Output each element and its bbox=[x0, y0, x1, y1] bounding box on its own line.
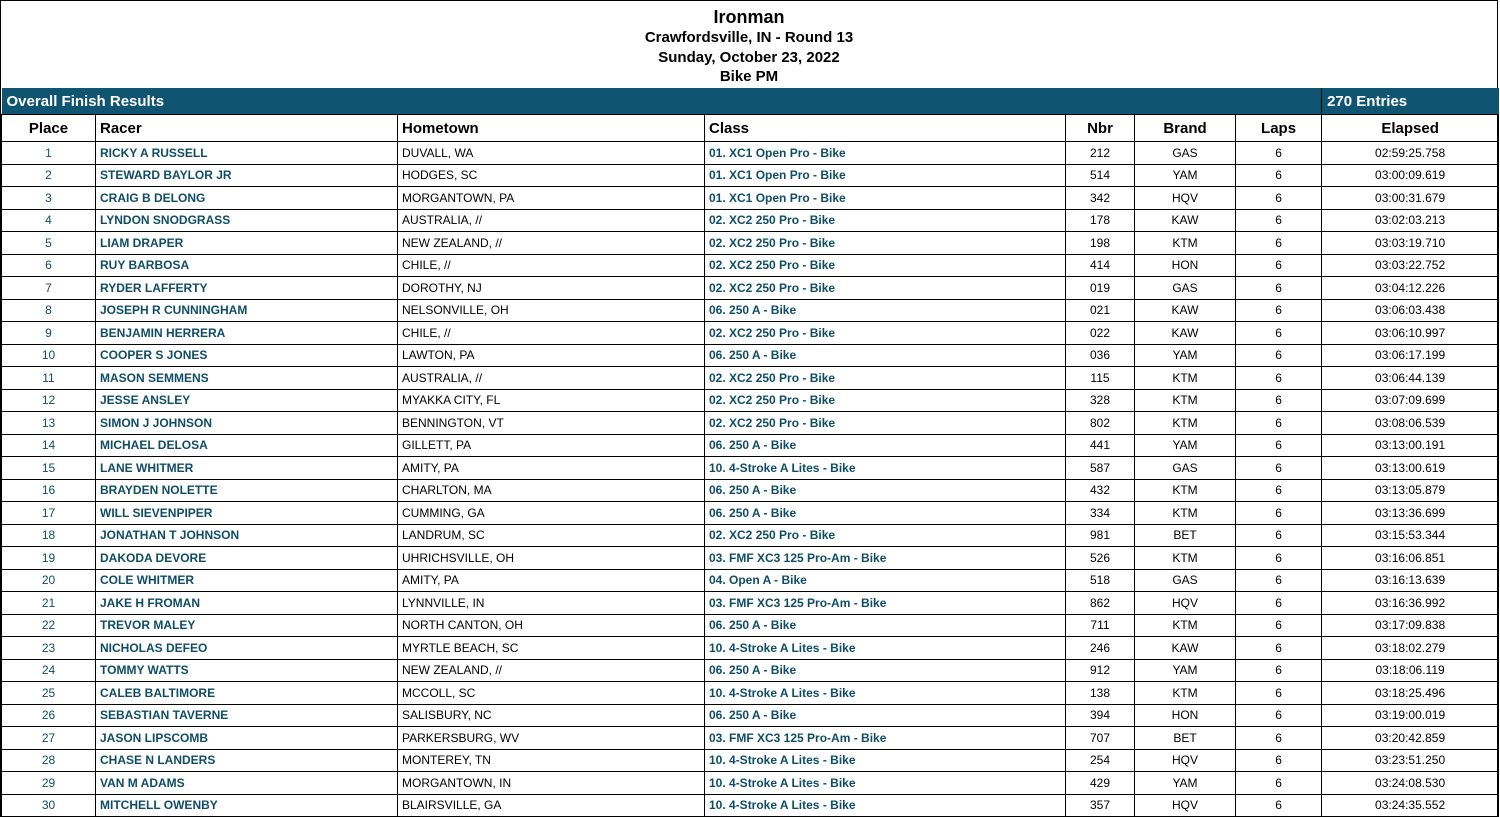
hometown-cell: CHARLTON, MA bbox=[398, 479, 705, 502]
class-link[interactable]: 02. XC2 250 Pro - Bike bbox=[705, 277, 1066, 300]
number-cell: 514 bbox=[1066, 164, 1135, 187]
racer-name-link[interactable]: JOSEPH R CUNNINGHAM bbox=[96, 299, 398, 322]
elapsed-cell: 03:00:31.679 bbox=[1322, 187, 1499, 210]
number-cell: 036 bbox=[1066, 344, 1135, 367]
hometown-cell: CUMMING, GA bbox=[398, 502, 705, 525]
hometown-cell: CHILE, // bbox=[398, 322, 705, 345]
number-cell: 254 bbox=[1066, 749, 1135, 772]
brand-cell: HON bbox=[1135, 704, 1236, 727]
number-cell: 342 bbox=[1066, 187, 1135, 210]
place-cell: 27 bbox=[2, 727, 96, 750]
hometown-cell: NEW ZEALAND, // bbox=[398, 232, 705, 255]
racer-name-link[interactable]: MITCHELL OWENBY bbox=[96, 794, 398, 817]
laps-cell: 6 bbox=[1236, 682, 1322, 705]
brand-cell: KAW bbox=[1135, 209, 1236, 232]
table-row bbox=[2, 524, 1499, 547]
brand-cell: KTM bbox=[1135, 614, 1236, 637]
class-link[interactable]: 06. 250 A - Bike bbox=[705, 299, 1066, 322]
racer-name-link[interactable]: TREVOR MALEY bbox=[96, 614, 398, 637]
column-header-place: Place bbox=[2, 115, 96, 142]
elapsed-cell: 03:23:51.250 bbox=[1322, 749, 1499, 772]
number-cell: 394 bbox=[1066, 704, 1135, 727]
elapsed-cell: 03:18:02.279 bbox=[1322, 637, 1499, 660]
place-cell: 3 bbox=[2, 187, 96, 210]
place-cell: 18 bbox=[2, 524, 96, 547]
number-cell: 414 bbox=[1066, 254, 1135, 277]
number-cell: 518 bbox=[1066, 569, 1135, 592]
racer-name-link[interactable]: COLE WHITMER bbox=[96, 569, 398, 592]
laps-cell: 6 bbox=[1236, 794, 1322, 817]
class-link[interactable]: 02. XC2 250 Pro - Bike bbox=[705, 209, 1066, 232]
class-link[interactable]: 02. XC2 250 Pro - Bike bbox=[705, 412, 1066, 435]
hometown-cell: MYRTLE BEACH, SC bbox=[398, 637, 705, 660]
class-link[interactable]: 03. FMF XC3 125 Pro-Am - Bike bbox=[705, 727, 1066, 750]
hometown-cell: HODGES, SC bbox=[398, 164, 705, 187]
brand-cell: KAW bbox=[1135, 637, 1236, 660]
elapsed-cell: 03:13:00.619 bbox=[1322, 457, 1499, 480]
number-cell: 334 bbox=[1066, 502, 1135, 525]
elapsed-cell: 03:02:03.213 bbox=[1322, 209, 1499, 232]
hometown-cell: MCCOLL, SC bbox=[398, 682, 705, 705]
class-link[interactable]: 06. 250 A - Bike bbox=[705, 502, 1066, 525]
number-cell: 198 bbox=[1066, 232, 1135, 255]
column-header-row bbox=[2, 115, 1499, 142]
table-row bbox=[2, 142, 1499, 165]
elapsed-cell: 03:06:03.438 bbox=[1322, 299, 1499, 322]
number-cell: 802 bbox=[1066, 412, 1135, 435]
number-cell: 138 bbox=[1066, 682, 1135, 705]
elapsed-cell: 03:17:09.838 bbox=[1322, 614, 1499, 637]
brand-cell: GAS bbox=[1135, 569, 1236, 592]
table-row bbox=[2, 637, 1499, 660]
racer-name-link[interactable]: CRAIG B DELONG bbox=[96, 187, 398, 210]
racer-name-link[interactable]: MASON SEMMENS bbox=[96, 367, 398, 390]
brand-cell: HQV bbox=[1135, 749, 1236, 772]
elapsed-cell: 03:07:09.699 bbox=[1322, 389, 1499, 412]
class-link[interactable]: 06. 250 A - Bike bbox=[705, 614, 1066, 637]
laps-cell: 6 bbox=[1236, 772, 1322, 795]
number-cell: 115 bbox=[1066, 367, 1135, 390]
results-body bbox=[2, 142, 1499, 817]
laps-cell: 6 bbox=[1236, 367, 1322, 390]
racer-name-link[interactable]: NICHOLAS DEFEO bbox=[96, 637, 398, 660]
place-cell: 5 bbox=[2, 232, 96, 255]
elapsed-cell: 03:24:08.530 bbox=[1322, 772, 1499, 795]
elapsed-cell: 03:13:00.191 bbox=[1322, 434, 1499, 457]
hometown-cell: MONTEREY, TN bbox=[398, 749, 705, 772]
hometown-cell: BENNINGTON, VT bbox=[398, 412, 705, 435]
class-link[interactable]: 03. FMF XC3 125 Pro-Am - Bike bbox=[705, 592, 1066, 615]
column-header-brand: Brand bbox=[1135, 115, 1236, 142]
laps-cell: 6 bbox=[1236, 277, 1322, 300]
hometown-cell: GILLETT, PA bbox=[398, 434, 705, 457]
place-cell: 13 bbox=[2, 412, 96, 435]
brand-cell: KTM bbox=[1135, 502, 1236, 525]
number-cell: 178 bbox=[1066, 209, 1135, 232]
class-link[interactable]: 01. XC1 Open Pro - Bike bbox=[705, 164, 1066, 187]
place-cell: 24 bbox=[2, 659, 96, 682]
place-cell: 10 bbox=[2, 344, 96, 367]
table-row bbox=[2, 389, 1499, 412]
number-cell: 912 bbox=[1066, 659, 1135, 682]
brand-cell: KTM bbox=[1135, 479, 1236, 502]
racer-name-link[interactable]: BENJAMIN HERRERA bbox=[96, 322, 398, 345]
number-cell: 328 bbox=[1066, 389, 1135, 412]
class-link[interactable]: 01. XC1 Open Pro - Bike bbox=[705, 142, 1066, 165]
brand-cell: GAS bbox=[1135, 457, 1236, 480]
table-row bbox=[2, 434, 1499, 457]
laps-cell: 6 bbox=[1236, 569, 1322, 592]
hometown-cell: AMITY, PA bbox=[398, 457, 705, 480]
racer-name-link[interactable]: CHASE N LANDERS bbox=[96, 749, 398, 772]
table-row bbox=[2, 254, 1499, 277]
table-row bbox=[2, 412, 1499, 435]
hometown-cell: MORGANTOWN, IN bbox=[398, 772, 705, 795]
elapsed-cell: 03:00:09.619 bbox=[1322, 164, 1499, 187]
entries-count: 270 Entries bbox=[1322, 88, 1499, 115]
place-cell: 2 bbox=[2, 164, 96, 187]
table-row bbox=[2, 367, 1499, 390]
place-cell: 15 bbox=[2, 457, 96, 480]
table-row bbox=[2, 164, 1499, 187]
number-cell: 711 bbox=[1066, 614, 1135, 637]
place-cell: 6 bbox=[2, 254, 96, 277]
number-cell: 019 bbox=[1066, 277, 1135, 300]
class-link[interactable]: 03. FMF XC3 125 Pro-Am - Bike bbox=[705, 547, 1066, 570]
racer-name-link[interactable]: LIAM DRAPER bbox=[96, 232, 398, 255]
class-link[interactable]: 02. XC2 250 Pro - Bike bbox=[705, 254, 1066, 277]
number-cell: 981 bbox=[1066, 524, 1135, 547]
class-link[interactable]: 06. 250 A - Bike bbox=[705, 704, 1066, 727]
racer-name-link[interactable]: DAKODA DEVORE bbox=[96, 547, 398, 570]
elapsed-cell: 03:19:00.019 bbox=[1322, 704, 1499, 727]
column-header-elapsed: Elapsed bbox=[1322, 115, 1499, 142]
place-cell: 12 bbox=[2, 389, 96, 412]
hometown-cell: LAWTON, PA bbox=[398, 344, 705, 367]
class-link[interactable]: 10. 4-Stroke A Lites - Bike bbox=[705, 457, 1066, 480]
place-cell: 29 bbox=[2, 772, 96, 795]
brand-cell: KAW bbox=[1135, 299, 1236, 322]
brand-cell: KTM bbox=[1135, 232, 1236, 255]
elapsed-cell: 03:18:25.496 bbox=[1322, 682, 1499, 705]
hometown-cell: LANDRUM, SC bbox=[398, 524, 705, 547]
place-cell: 4 bbox=[2, 209, 96, 232]
number-cell: 441 bbox=[1066, 434, 1135, 457]
racer-name-link[interactable]: STEWARD BAYLOR JR bbox=[96, 164, 398, 187]
class-link[interactable]: 10. 4-Stroke A Lites - Bike bbox=[705, 772, 1066, 795]
class-link[interactable]: 06. 250 A - Bike bbox=[705, 344, 1066, 367]
number-cell: 021 bbox=[1066, 299, 1135, 322]
table-row bbox=[2, 569, 1499, 592]
elapsed-cell: 03:15:53.344 bbox=[1322, 524, 1499, 547]
class-link[interactable]: 06. 250 A - Bike bbox=[705, 434, 1066, 457]
class-link[interactable]: 02. XC2 250 Pro - Bike bbox=[705, 389, 1066, 412]
hometown-cell: PARKERSBURG, WV bbox=[398, 727, 705, 750]
elapsed-cell: 03:04:12.226 bbox=[1322, 277, 1499, 300]
number-cell: 429 bbox=[1066, 772, 1135, 795]
table-row bbox=[2, 277, 1499, 300]
laps-cell: 6 bbox=[1236, 322, 1322, 345]
table-row bbox=[2, 794, 1499, 817]
laps-cell: 6 bbox=[1236, 187, 1322, 210]
racer-name-link[interactable]: CALEB BALTIMORE bbox=[96, 682, 398, 705]
elapsed-cell: 03:06:44.139 bbox=[1322, 367, 1499, 390]
elapsed-cell: 03:06:17.199 bbox=[1322, 344, 1499, 367]
table-row bbox=[2, 322, 1499, 345]
laps-cell: 6 bbox=[1236, 232, 1322, 255]
number-cell: 246 bbox=[1066, 637, 1135, 660]
brand-cell: HQV bbox=[1135, 794, 1236, 817]
laps-cell: 6 bbox=[1236, 344, 1322, 367]
number-cell: 862 bbox=[1066, 592, 1135, 615]
place-cell: 16 bbox=[2, 479, 96, 502]
place-cell: 8 bbox=[2, 299, 96, 322]
hometown-cell: SALISBURY, NC bbox=[398, 704, 705, 727]
laps-cell: 6 bbox=[1236, 727, 1322, 750]
number-cell: 432 bbox=[1066, 479, 1135, 502]
place-cell: 11 bbox=[2, 367, 96, 390]
brand-cell: YAM bbox=[1135, 434, 1236, 457]
laps-cell: 6 bbox=[1236, 547, 1322, 570]
elapsed-cell: 03:16:13.639 bbox=[1322, 569, 1499, 592]
hometown-cell: AUSTRALIA, // bbox=[398, 209, 705, 232]
hometown-cell: LYNNVILLE, IN bbox=[398, 592, 705, 615]
table-row bbox=[2, 232, 1499, 255]
place-cell: 30 bbox=[2, 794, 96, 817]
table-row bbox=[2, 659, 1499, 682]
racer-name-link[interactable]: MICHAEL DELOSA bbox=[96, 434, 398, 457]
column-header-nbr: Nbr bbox=[1066, 115, 1135, 142]
class-link[interactable]: 02. XC2 250 Pro - Bike bbox=[705, 232, 1066, 255]
table-row bbox=[2, 344, 1499, 367]
hometown-cell: AUSTRALIA, // bbox=[398, 367, 705, 390]
laps-cell: 6 bbox=[1236, 592, 1322, 615]
hometown-cell: AMITY, PA bbox=[398, 569, 705, 592]
racer-name-link[interactable]: LANE WHITMER bbox=[96, 457, 398, 480]
place-cell: 25 bbox=[2, 682, 96, 705]
hometown-cell: DUVALL, WA bbox=[398, 142, 705, 165]
table-row bbox=[2, 682, 1499, 705]
racer-name-link[interactable]: RYDER LAFFERTY bbox=[96, 277, 398, 300]
laps-cell: 6 bbox=[1236, 749, 1322, 772]
brand-cell: KTM bbox=[1135, 682, 1236, 705]
place-cell: 14 bbox=[2, 434, 96, 457]
place-cell: 28 bbox=[2, 749, 96, 772]
results-table bbox=[1, 88, 1499, 817]
place-cell: 7 bbox=[2, 277, 96, 300]
racer-name-link[interactable]: SIMON J JOHNSON bbox=[96, 412, 398, 435]
elapsed-cell: 03:18:06.119 bbox=[1322, 659, 1499, 682]
racer-name-link[interactable]: TOMMY WATTS bbox=[96, 659, 398, 682]
hometown-cell: NEW ZEALAND, // bbox=[398, 659, 705, 682]
laps-cell: 6 bbox=[1236, 524, 1322, 547]
racer-name-link[interactable]: JAKE H FROMAN bbox=[96, 592, 398, 615]
event-location: Crawfordsville, IN - Round 13 bbox=[644, 29, 854, 46]
table-row bbox=[2, 547, 1499, 570]
brand-cell: YAM bbox=[1135, 164, 1236, 187]
table-row bbox=[2, 614, 1499, 637]
racer-name-link[interactable]: JONATHAN T JOHNSON bbox=[96, 524, 398, 547]
hometown-cell: UHRICHSVILLE, OH bbox=[398, 547, 705, 570]
laps-cell: 6 bbox=[1236, 659, 1322, 682]
brand-cell: KTM bbox=[1135, 547, 1236, 570]
racer-name-link[interactable]: COOPER S JONES bbox=[96, 344, 398, 367]
brand-cell: HQV bbox=[1135, 187, 1236, 210]
elapsed-cell: 03:16:06.851 bbox=[1322, 547, 1499, 570]
brand-cell: BET bbox=[1135, 727, 1236, 750]
elapsed-cell: 03:03:19.710 bbox=[1322, 232, 1499, 255]
place-cell: 9 bbox=[2, 322, 96, 345]
class-link[interactable]: 01. XC1 Open Pro - Bike bbox=[705, 187, 1066, 210]
class-link[interactable]: 02. XC2 250 Pro - Bike bbox=[705, 322, 1066, 345]
elapsed-cell: 03:16:36.992 bbox=[1322, 592, 1499, 615]
class-link[interactable]: 02. XC2 250 Pro - Bike bbox=[705, 524, 1066, 547]
brand-cell: KAW bbox=[1135, 322, 1236, 345]
laps-cell: 6 bbox=[1236, 164, 1322, 187]
place-cell: 1 bbox=[2, 142, 96, 165]
table-row bbox=[2, 479, 1499, 502]
table-row bbox=[2, 209, 1499, 232]
column-header-laps: Laps bbox=[1236, 115, 1322, 142]
racer-name-link[interactable]: BRAYDEN NOLETTE bbox=[96, 479, 398, 502]
hometown-cell: NORTH CANTON, OH bbox=[398, 614, 705, 637]
elapsed-cell: 02:59:25.758 bbox=[1322, 142, 1499, 165]
laps-cell: 6 bbox=[1236, 254, 1322, 277]
brand-cell: KTM bbox=[1135, 412, 1236, 435]
brand-cell: GAS bbox=[1135, 277, 1236, 300]
racer-name-link[interactable]: LYNDON SNODGRASS bbox=[96, 209, 398, 232]
table-row bbox=[2, 592, 1499, 615]
class-link[interactable]: 10. 4-Stroke A Lites - Bike bbox=[705, 637, 1066, 660]
racer-name-link[interactable]: JASON LIPSCOMB bbox=[96, 727, 398, 750]
laps-cell: 6 bbox=[1236, 389, 1322, 412]
event-title: Ironman bbox=[713, 7, 785, 27]
brand-cell: GAS bbox=[1135, 142, 1236, 165]
class-link[interactable]: 10. 4-Stroke A Lites - Bike bbox=[705, 749, 1066, 772]
number-cell: 357 bbox=[1066, 794, 1135, 817]
hometown-cell: BLAIRSVILLE, GA bbox=[398, 794, 705, 817]
column-header-class: Class bbox=[705, 115, 1066, 142]
brand-cell: BET bbox=[1135, 524, 1236, 547]
hometown-cell: CHILE, // bbox=[398, 254, 705, 277]
racer-name-link[interactable]: WILL SIEVENPIPER bbox=[96, 502, 398, 525]
laps-cell: 6 bbox=[1236, 637, 1322, 660]
table-row bbox=[2, 749, 1499, 772]
elapsed-cell: 03:06:10.997 bbox=[1322, 322, 1499, 345]
hometown-cell: NELSONVILLE, OH bbox=[398, 299, 705, 322]
class-link[interactable]: 10. 4-Stroke A Lites - Bike bbox=[705, 794, 1066, 817]
brand-cell: HON bbox=[1135, 254, 1236, 277]
number-cell: 212 bbox=[1066, 142, 1135, 165]
laps-cell: 6 bbox=[1236, 479, 1322, 502]
event-header bbox=[1, 1, 1497, 88]
laps-cell: 6 bbox=[1236, 299, 1322, 322]
number-cell: 022 bbox=[1066, 322, 1135, 345]
place-cell: 23 bbox=[2, 637, 96, 660]
class-link[interactable]: 06. 250 A - Bike bbox=[705, 659, 1066, 682]
elapsed-cell: 03:03:22.752 bbox=[1322, 254, 1499, 277]
event-date: Sunday, October 23, 2022 bbox=[658, 48, 840, 66]
racer-name-link[interactable]: VAN M ADAMS bbox=[96, 772, 398, 795]
place-cell: 17 bbox=[2, 502, 96, 525]
table-row bbox=[2, 727, 1499, 750]
laps-cell: 6 bbox=[1236, 502, 1322, 525]
laps-cell: 6 bbox=[1236, 209, 1322, 232]
place-cell: 21 bbox=[2, 592, 96, 615]
brand-cell: HQV bbox=[1135, 592, 1236, 615]
hometown-cell: DOROTHY, NJ bbox=[398, 277, 705, 300]
laps-cell: 6 bbox=[1236, 412, 1322, 435]
laps-cell: 6 bbox=[1236, 704, 1322, 727]
elapsed-cell: 03:08:06.539 bbox=[1322, 412, 1499, 435]
class-link[interactable]: 04. Open A - Bike bbox=[705, 569, 1066, 592]
brand-cell: KTM bbox=[1135, 367, 1236, 390]
laps-cell: 6 bbox=[1236, 614, 1322, 637]
hometown-cell: MORGANTOWN, PA bbox=[398, 187, 705, 210]
section-title: Overall Finish Results bbox=[2, 88, 1322, 115]
place-cell: 26 bbox=[2, 704, 96, 727]
table-row bbox=[2, 502, 1499, 525]
racer-name-link[interactable]: SEBASTIAN TAVERNE bbox=[96, 704, 398, 727]
column-header-hometown: Hometown bbox=[398, 115, 705, 142]
number-cell: 526 bbox=[1066, 547, 1135, 570]
place-cell: 20 bbox=[2, 569, 96, 592]
section-bar bbox=[2, 88, 1499, 115]
brand-cell: YAM bbox=[1135, 659, 1236, 682]
laps-cell: 6 bbox=[1236, 457, 1322, 480]
place-cell: 19 bbox=[2, 547, 96, 570]
racer-name-link[interactable]: RICKY A RUSSELL bbox=[96, 142, 398, 165]
table-row bbox=[2, 704, 1499, 727]
table-row bbox=[2, 299, 1499, 322]
brand-cell: YAM bbox=[1135, 772, 1236, 795]
racer-name-link[interactable]: RUY BARBOSA bbox=[96, 254, 398, 277]
class-link[interactable]: 02. XC2 250 Pro - Bike bbox=[705, 367, 1066, 390]
number-cell: 587 bbox=[1066, 457, 1135, 480]
class-link[interactable]: 10. 4-Stroke A Lites - Bike bbox=[705, 682, 1066, 705]
class-link[interactable]: 06. 250 A - Bike bbox=[705, 479, 1066, 502]
elapsed-cell: 03:13:05.879 bbox=[1322, 479, 1499, 502]
elapsed-cell: 03:20:42.859 bbox=[1322, 727, 1499, 750]
elapsed-cell: 03:24:35.552 bbox=[1322, 794, 1499, 817]
number-cell: 707 bbox=[1066, 727, 1135, 750]
brand-cell: KTM bbox=[1135, 389, 1236, 412]
table-row bbox=[2, 772, 1499, 795]
racer-name-link[interactable]: JESSE ANSLEY bbox=[96, 389, 398, 412]
brand-cell: YAM bbox=[1135, 344, 1236, 367]
hometown-cell: MYAKKA CITY, FL bbox=[398, 389, 705, 412]
laps-cell: 6 bbox=[1236, 434, 1322, 457]
place-cell: 22 bbox=[2, 614, 96, 637]
column-header-racer: Racer bbox=[96, 115, 398, 142]
event-session: Bike PM bbox=[719, 68, 779, 85]
laps-cell: 6 bbox=[1236, 142, 1322, 165]
table-row bbox=[2, 187, 1499, 210]
elapsed-cell: 03:13:36.699 bbox=[1322, 502, 1499, 525]
table-row bbox=[2, 457, 1499, 480]
